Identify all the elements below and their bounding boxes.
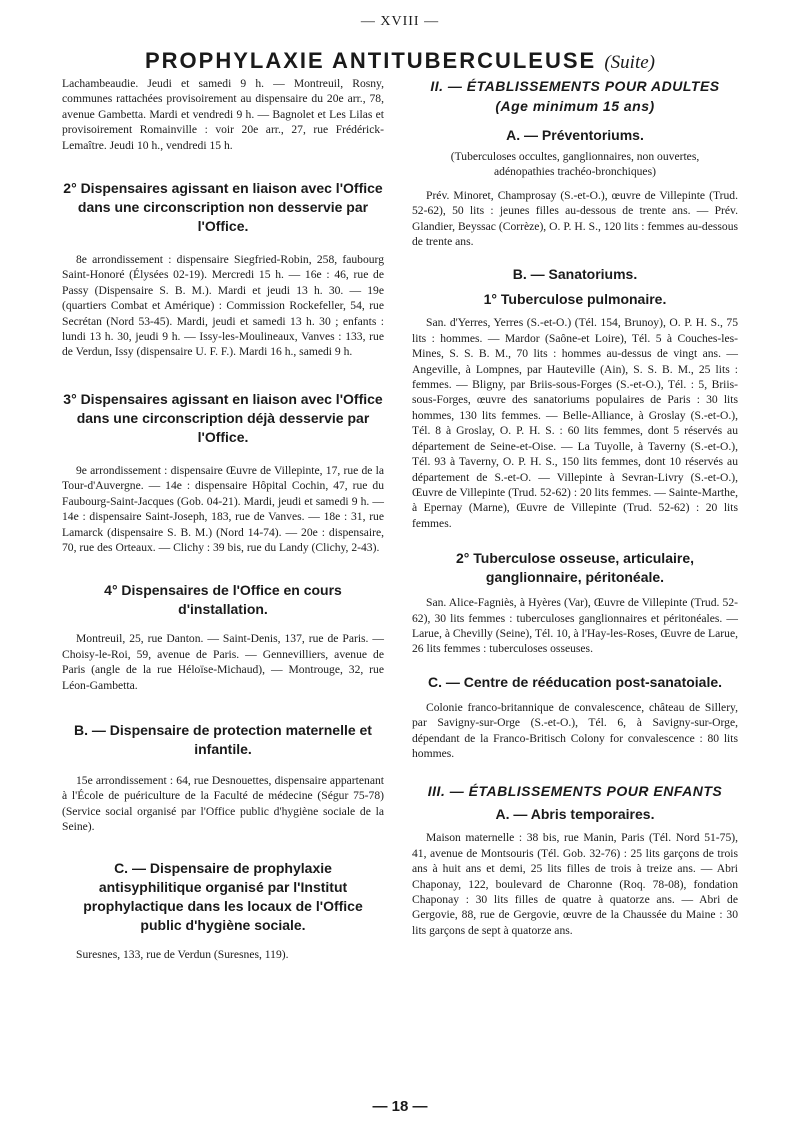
section-2-heading: 2° Dispensaires agissant en liaison avec l'Office dans une circonscription non desservie par l'Office. — [63, 180, 383, 235]
preventoriums-text: Prév. Minoret, Champrosay (S.-et-O.), œuvre de Villepinte (Trud. 52-62), 50 lits : jeunes filles au-dessous de trente ans. — Prév. Glandier, Beyssac (Corrèze), O. P. H. S., 120 lits : femmes au-dessous de trente ans. — [412, 188, 738, 249]
section-3-heading: 3° Dispensaires agissant en liaison avec l'Office dans une circonscription déjà desservie par l'Office. — [63, 390, 383, 445]
right-column — [412, 76, 738, 938]
section-4-text: Montreuil, 25, rue Danton. — Saint-Denis, 137, rue de Paris. — Choisy-le-Roi, 59, avenue de Paris. — Gennevilliers, avenue de Paris (angle de la rue Héloïse-Michaud), — Montrouge, 32, rue Léon-Gambetta. — [62, 632, 384, 692]
section-c-heading: C. — Dispensaire de prophylaxie antisyphilitique organisé par l'Institut prophylactique dans les locaux de l'Office public d'hygiène sociale. — [83, 859, 363, 933]
section-iii-heading: III. — ÉTABLISSEMENTS POUR ENFANTS — [427, 783, 723, 800]
section-3-text: 9e arrondissement : dispensaire Œuvre de Villepinte, 17, rue de la Tour-d'Auvergne. — 14e : dispensaire Hôpital Cochin, 47, rue du Faubourg-Saint-Jacques (Gob. 04-21). Mardi, jeudi et samedi 9 h. — 14e : dispensaire Saint-Joseph, 183, rue de Vanves. — 18e : 31, rue Lamarck (dispensaire S. B. M.) (Nord 14-74). — 20e : dispensaire, 70, rue des Orteaux. — Clichy : 39 bis, rue du Landy (Clichy, 2-43). — [62, 463, 384, 554]
pulmonary-text: San. d'Yerres, Yerres (S.-et-O.) (Tél. 154, Brunoy), O. P. H. S., 75 lits : hommes. — Mardor (Saône-et Loire), Tél. 5 à Couches-les-Mines, S. S. B. M., 70 lits : hommes au-dessus de vingt ans. — Angeville, à Lompnes, par Hauteville (Ain), S. S. B. M., 25 lits : femmes. — Bligny, par Briis-sous-Forges (S.-et-O.), Tél. : 5, Briis-sous-Forges, œuvre des sanatoriums populaires de Paris : 30 lits hommes, 130 lits femmes. — Belle-Alliance, à Groslay (S.-et-O.), Tél. 8 à Groslay, O. P. H. S. : 60 lits femmes, dont 5 réservés au département de Seine-et-Oise. — La Tuyolle, à Taverny (S.-et-O.), Tél. 93 à Taverny, O. P. H. S., 150 lits femmes, dont 10 réservés au département de S.-et-O. — Villepinte à Sevran-Livry (S.-et-O.), Œuvre de Villepinte (Trud. 52-62) : 20 lits femmes. — Sainte-Marthe, à Epernay (Marne), Œuvre de Villepinte (Trud. 52-62) : 20 lits femmes. — [412, 316, 738, 530]
reeducation-heading: C. — Centre de rééducation post-sanatoiale. — [427, 673, 723, 690]
page-title — [0, 48, 800, 74]
section-ii-subheading: (Age minimum 15 ans) — [495, 98, 655, 114]
section-c-text: Suresnes, 133, rue de Verdun (Suresnes, 119). — [76, 947, 289, 961]
section-b-heading: B. — Dispensaire de protection maternelle et infantile. — [74, 721, 372, 757]
page-title-text: PROPHYLAXIE ANTITUBERCULEUSE — [145, 48, 597, 73]
pulmonary-heading: 1° Tuberculose pulmonaire. — [483, 291, 667, 308]
osseous-text: San. Alice-Fagniès, à Hyères (Var), Œuvre de Villepinte (Trud. 52-62), 30 lits femmes : tuberculoses ganglionnaires et péritonéales. — Larue, à Chevilly (Seine), Tél. 10, à l'Hay-les-Roses, Œuvre de Larue, 26 lits femmes : tuberculoses osseuses. — [412, 596, 738, 656]
osseous-heading: 2° Tuberculose osseuse, articulaire, ganglionnaire, péritonéale. — [456, 550, 694, 586]
left-intro-paragraph: Lachambeaudie. Jeudi et samedi 9 h. — Montreuil, Rosny, communes rattachées provisoirement au dispensaire du 20e arr., 78, avenue Gambetta. Mardi et vendredi 9 h. — Bagnolet et Les Lilas et provisoirement Romainville : voir 20e arr., 27, rue Frédérick-Lemaître. Jeudi 10 h., vendredi 15 h. — [62, 77, 384, 152]
reeducation-text: Colonie franco-britannique de convalescence, château de Sillery, par Savigny-sur-Orge (S.-et-O.), Tél. 6, à Savigny-sur-Orge, dépendant de la Franco-Britisch Colony for convalescence : 80 lits hommes. — [412, 700, 738, 760]
preventoriums-heading: A. — Préventoriums. — [506, 127, 644, 143]
abris-heading: A. — Abris temporaires. — [495, 806, 655, 823]
roman-page-number: — XVIII — — [360, 14, 440, 29]
page-number: — 18 — — [372, 1098, 428, 1115]
section-b-text: 15e arrondissement : 64, rue Desnouettes, dispensaire appartenant à l'École de puériculture de la Faculté de médecine (Ségur 75-78) (Service social organisé par l'Office public d'hygiène sociale de la Seine). — [62, 773, 384, 834]
section-2-text: 8e arrondissement : dispensaire Siegfried-Robin, 258, faubourg Saint-Honoré (Élysées 02-19). Mercredi 15 h. — 16e : 46, rue de Passy (Dispensaire S. B. M.). Mardi et jeudi 13 h. 30. — 19e (quartiers Combat et Amérique) : Commission Rockefeller, 54, rue Secrétan (Nord 53-45). Mardi, jeudi et samedi 13 h. 30 ; enfants : lundi 13 h. 30, jeudi 9 h. — Issy-les-Moulineaux, Vanves : 133, rue de Verdun, Issy (dispensaire U. F. F.). Mardi 16 h., samedi 9 h. — [62, 253, 384, 359]
left-column — [62, 76, 384, 962]
abris-text: Maison maternelle : 38 bis, rue Manin, Paris (Tél. Nord 51-75), 41, avenue de Montsouris (Tél. Gob. 32-76) : 25 lits garçons de trois ans à huit ans et demi, 25 lits filles de trois à treize ans. — Abri Chaponay, 122, boulevard de Charonne (Roq. 78-08), fondation Chaponay : 30 lits filles de quatre à quatorze ans. — Abri de Gergovie, 88, rue de Gergovie, œuvre de la Chaussée du Maine : 30 lits garçons de sept à quatorze ans. — [412, 831, 738, 937]
section-4-heading: 4° Dispensaires de l'Office en cours d'installation. — [104, 582, 342, 618]
page-title-suite: (Suite) — [604, 52, 655, 73]
preventoriums-subtitle: (Tuberculoses occultes, ganglionnaires, non ouvertes, adénopathies trachéo-bronchiques) — [450, 150, 700, 179]
section-ii-heading: II. — ÉTABLISSEMENTS POUR ADULTES — [430, 78, 720, 94]
sanatoriums-heading: B. — Sanatoriums. — [512, 266, 638, 283]
